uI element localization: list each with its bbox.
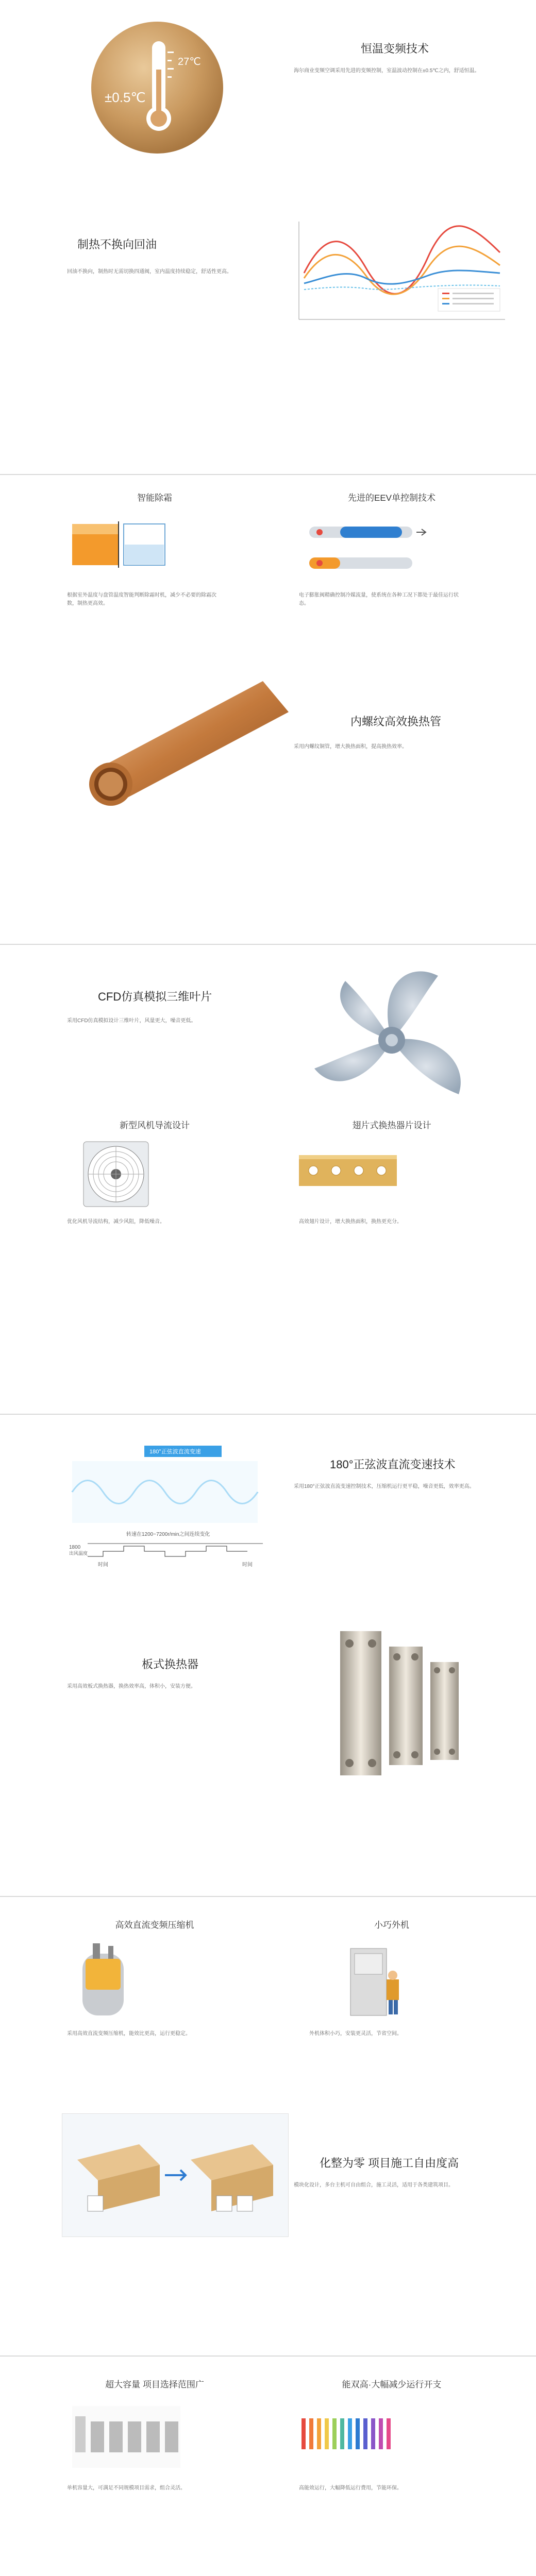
fin-heatsink-image [299,1145,397,1196]
section-text: 根据室外温度与盘管温度智能判断除霜时机，减少不必要的除霜次数，制热更高效。 [67,592,216,606]
compact-outdoor-unit-image [335,1943,412,2021]
defrost-tank-image [67,516,170,573]
sine-wave-diagram-label: 180°正弦波直流变速 [149,1449,201,1455]
section-text: 高效翅片设计，增大换热面积，换热更充分。 [299,1219,402,1225]
axis-label: 出风温度 [69,1551,88,1556]
section-text: 模块化设计，多台主机可自由组合，施工灵活，适用于各类建筑项目。 [294,2182,454,2188]
thermometer-temp-label: 27℃ [178,56,201,67]
modular-buildings-image [67,2119,283,2232]
section-dc-inverter [0,1415,536,1899]
fan-blade-image [304,955,479,1125]
section-title: 高效直流变频压缩机 [115,1920,194,1930]
section-title: 翅片式换热器片设计 [352,1121,431,1130]
copper-tube-image [77,671,294,810]
section-constant-temperature [0,0,536,464]
thermometer-range-label: ±0.5℃ [105,90,146,105]
section-compressor [0,1897,536,2350]
eev-valve-image [299,516,438,583]
rpm-range-label: 转速在1200~7200r/min之间连续变化 [126,1532,210,1537]
section-text: 外机体积小巧，安装更灵活，节省空间。 [309,2031,402,2037]
section-title: 先进的EEV单控制技术 [347,493,436,503]
axis-min-label: 1800 [69,1545,81,1550]
section-text: 采用180°正弦波直流变速控制技术，压缩机运行更平稳，噪音更低，效率更高。 [294,1484,475,1489]
section-defrost-eev [0,475,536,939]
section-title: 小巧外机 [374,1920,409,1930]
section-text: 电子膨胀阀精确控制冷媒流量，使系统在各种工况下都处于最佳运行状态。 [299,592,459,606]
section-text: 高能效运行，大幅降低运行费用，节能环保。 [299,2485,402,2491]
thermometer-badge-image [90,21,224,155]
section-text: 海尔商业变频空调采用先进的变频控制，室温波动控制在±0.5℃之内，舒适恒温。 [294,68,480,74]
section-title: 恒温变频技术 [361,42,429,55]
section-title: 制热不换向回油 [77,238,157,251]
section-text: 采用内螺纹铜管，增大换热面积，提高换热效率。 [294,744,407,750]
section-text: 优化风机导流结构，减少风阻，降低噪音。 [67,1219,165,1225]
section-title: 180°正弦波直流变速技术 [330,1458,456,1471]
section-text: 单机容量大，可满足不同规模项目需求，组合灵活。 [67,2485,186,2491]
section-title: 智能除霜 [137,493,172,503]
section-capacity-efficiency [0,2357,536,2576]
section-fan-design [0,945,536,1409]
section-text: 采用CFD仿真模拟设计三维叶片，风量更大，噪音更低。 [67,1018,196,1024]
sine-wave-diagram [67,1446,268,1569]
section-title: 化整为零 项目施工自由度高 [320,2157,459,2170]
x-axis-left-label: 时间 [98,1562,108,1568]
unit-lineup-image [72,2406,180,2468]
plate-heat-exchanger-image [330,1626,479,1781]
section-title: 能双高·大幅减少运行开支 [342,2380,442,2389]
section-title: 板式换热器 [142,1658,199,1671]
section-title: 超大容量 项目选择范围广 [105,2380,204,2389]
heating-curve-image [289,201,515,340]
fan-guard-image [82,1141,149,1208]
efficiency-bars-image [299,2408,397,2460]
section-text: 采用高效板式换热器，换热效率高，体积小，安装方便。 [67,1684,196,1689]
section-title: 内螺纹高效换热管 [350,715,442,728]
section-text: 回油不换向，制热时无需切换四通阀，室内温度持续稳定，舒适性更高。 [67,269,232,275]
x-axis-right-label: 时间 [242,1562,253,1568]
compressor-image [72,1943,134,2021]
section-title: CFD仿真模拟三维叶片 [98,990,212,1003]
section-text: 采用高效直流变频压缩机，能效比更高，运行更稳定。 [67,2031,191,2037]
section-title: 新型风机导流设计 [120,1121,190,1130]
